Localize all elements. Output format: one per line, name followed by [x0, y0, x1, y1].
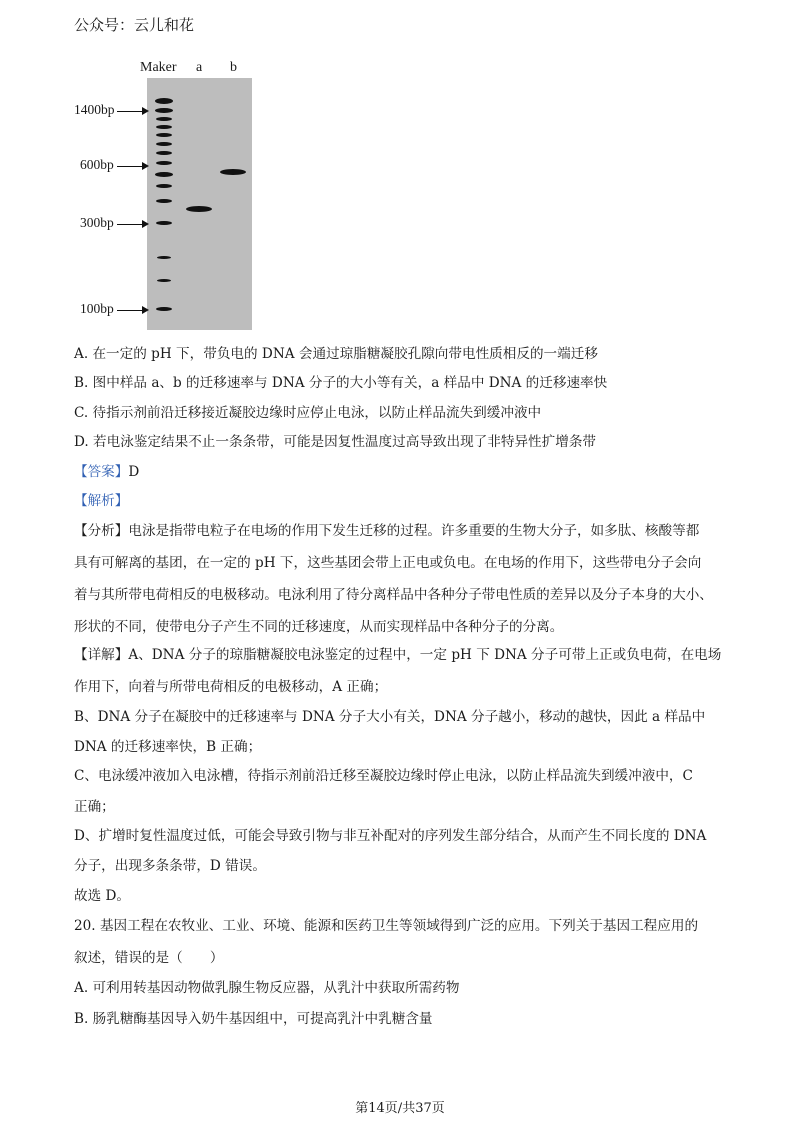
marker-band: [156, 221, 172, 225]
body-line: 作用下，向着与所带电荷相反的电极移动，A 正确；: [74, 679, 388, 695]
marker-band: [156, 161, 172, 165]
body-line: 故选 D。: [74, 888, 131, 904]
analysis-tag: 【解析】: [74, 493, 129, 509]
marker-band: [156, 133, 172, 137]
marker-band: [155, 108, 173, 113]
q20-stem-line2: 叙述，错误的是（ ）: [74, 950, 224, 966]
answer-value: D: [128, 464, 140, 480]
marker-band: [156, 125, 172, 129]
body-line: 分子，出现多条条带，D 错误。: [74, 858, 266, 874]
body-line: 着与其所带电荷相反的电极移动。电泳利用了待分离样品中各种分子带电性质的差异以及分子本身的大小、: [74, 587, 713, 603]
q20-option-a: A. 可利用转基因动物做乳腺生物反应器，从乳汁中获取所需药物: [74, 980, 460, 996]
body-line: 【分析】电泳是指带电粒子在电场的作用下发生迁移的过程。许多重要的生物大分子，如多肽、核酸等都: [74, 523, 700, 539]
option-c: C. 待指示剂前沿迁移接近凝胶边缘时应停止电泳，以防止样品流失到缓冲液中: [74, 405, 542, 421]
marker-band: [157, 256, 171, 259]
lane-label-maker: Maker: [140, 60, 177, 75]
bp-label-300: 300bp: [80, 215, 114, 230]
sample-b-band: [220, 169, 246, 175]
q20-stem-line1: 20. 基因工程在农牧业、工业、环境、能源和医药卫生等领域得到广泛的应用。下列关于基因工程应用的: [74, 918, 699, 934]
q20-option-b: B. 肠乳糖酶基因导入奶牛基因组中，可提高乳汁中乳糖含量: [74, 1011, 433, 1027]
gel-image: [147, 78, 252, 330]
bp-label-100: 100bp: [80, 301, 114, 316]
body-line: 具有可解离的基团，在一定的 pH 下，这些基团会带上正电或负电。在电场的作用下，这些带电分子会向: [74, 555, 702, 571]
option-a: A. 在一定的 pH 下，带负电的 DNA 会通过琼脂糖凝胶孔隙向带电性质相反的一端迁移: [74, 346, 598, 362]
arrow-300: [117, 224, 147, 225]
body-line: DNA 的迁移速率快，B 正确；: [74, 739, 262, 755]
arrow-1400: [117, 111, 147, 112]
body-line: 正确；: [74, 799, 115, 815]
lane-label-b: b: [230, 60, 237, 75]
marker-band: [156, 151, 172, 155]
answer-line: [74, 462, 139, 482]
marker-band: [156, 307, 172, 311]
marker-band: [156, 199, 172, 203]
option-d: D. 若电泳鉴定结果不止一条条带，可能是因复性温度过高导致出现了非特异性扩增条带: [74, 434, 597, 450]
option-b: B. 图中样品 a、b 的迁移速率与 DNA 分子的大小等有关，a 样品中 DNA 的迁移速率快: [74, 375, 608, 391]
lane-label-a: a: [196, 60, 203, 75]
sample-a-band: [186, 206, 212, 212]
bp-label-1400: 1400bp: [74, 102, 115, 117]
arrow-100: [117, 310, 147, 311]
marker-band: [157, 279, 171, 282]
marker-band: [156, 117, 172, 121]
body-line: D、扩增时复性温度过低，可能会导致引物与非互补配对的序列发生部分结合，从而产生不同长度的 DNA: [74, 828, 707, 844]
bp-label-600: 600bp: [80, 157, 114, 172]
body-line: C、电泳缓冲液加入电泳槽，待指示剂前沿迁移至凝胶边缘时停止电泳，以防止样品流失到缓冲液中，C: [74, 768, 693, 784]
marker-band: [155, 172, 173, 177]
arrow-600: [117, 166, 147, 167]
page-footer: 第14页/共37页: [355, 1101, 445, 1116]
body-line: B、DNA 分子在凝胶中的迁移速率与 DNA 分子大小有关，DNA 分子越小，移动的越快，因此 a 样品中: [74, 709, 706, 725]
marker-band: [156, 142, 172, 146]
body-line: 【详解】A、DNA 分子的琼脂糖凝胶电泳鉴定的过程中，一定 pH 下 DNA 分子可带上正或负电荷，在电场: [74, 647, 722, 663]
marker-band: [155, 98, 173, 104]
gel-figure: [70, 58, 270, 333]
marker-band: [156, 184, 172, 188]
body-line: 形状的不同，使带电分子产生不同的迁移速度，从而实现样品中各种分子的分离。: [74, 619, 564, 635]
answer-tag: 【答案】: [74, 464, 129, 480]
account-header: 公众号：云儿和花: [74, 16, 195, 34]
